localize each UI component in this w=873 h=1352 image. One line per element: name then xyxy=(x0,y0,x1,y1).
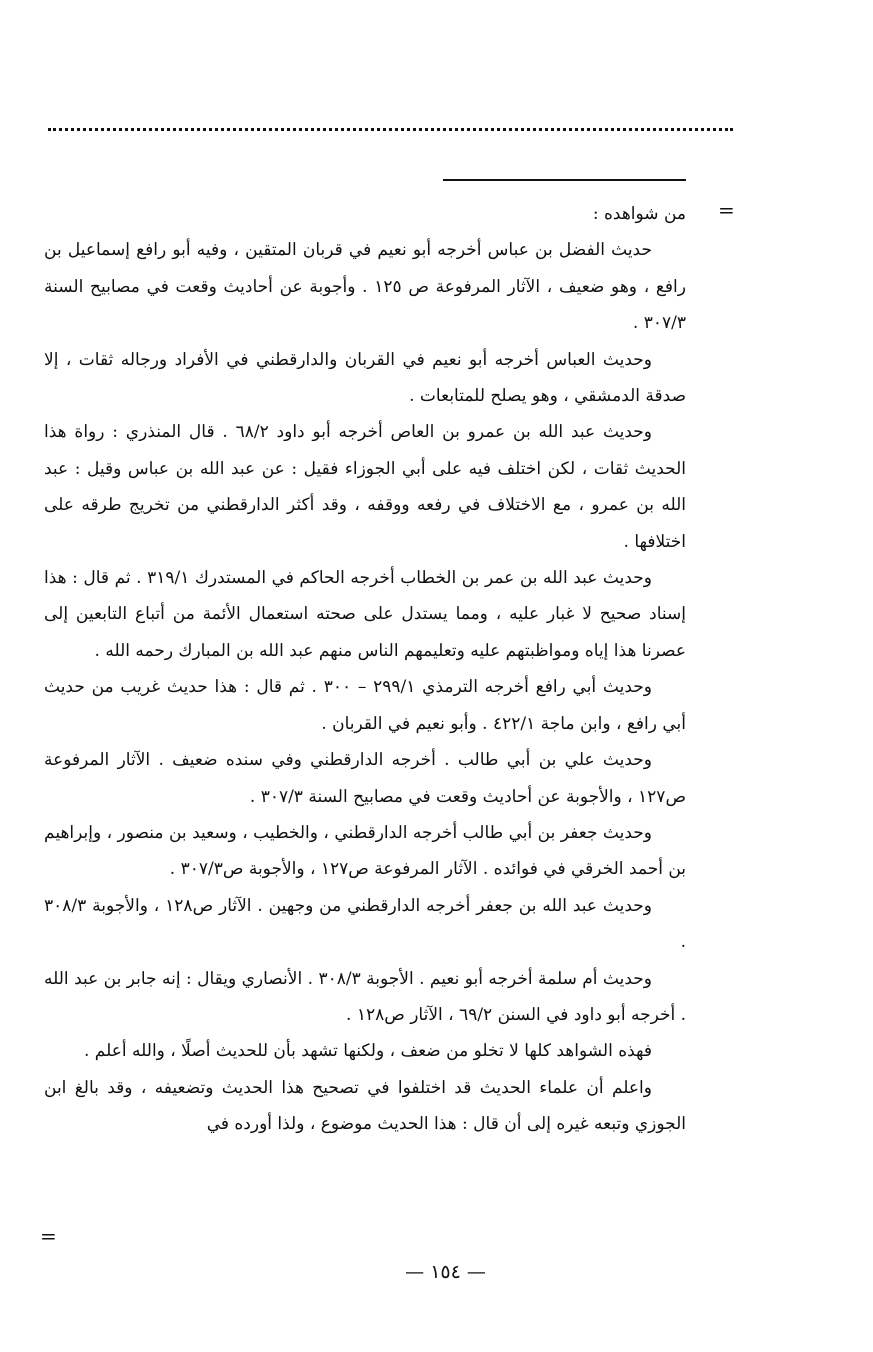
footnote-text xyxy=(44,196,686,1143)
paragraph-5: وحديث أبي رافع أخرجه الترمذي ٢٩٩/١ – ٣٠٠ . ثم قال : هذا حديث غريب من حديث أبي رافع ، وابن ماجة ٤٢٢/١ . وأبو نعيم في القربان . xyxy=(44,677,686,734)
paragraph-4: وحديث عبد الله بن عمر بن الخطاب أخرجه الحاكم في المستدرك ٣١٩/١ . ثم قال : هذا إسناد صحيح لا غبار عليه ، ومما يستدل على صحته استعمال الأئمة من أتباع التابعين إلى عصرنا هذا إياه ومواظبتهم عليه وتعليمهم الناس منهم عبد الله بن المبارك رحمه الله . xyxy=(44,568,686,661)
continuation-mark-bottom: = xyxy=(40,1224,57,1248)
paragraph-11: واعلم أن علماء الحديث قد اختلفوا في تصحيح هذا الحديث وتضعيفه ، وقد بالغ ابن الجوزي وتبعه غيره إلى أن قال : هذا الحديث موضوع ، ولذا أورده في xyxy=(44,1077,686,1135)
paragraph-6: وحديث علي بن أبي طالب . أخرجه الدارقطني وفي سنده ضعيف . الآثار المرفوعة ص١٢٧ ، والأجوبة عن أحاديث وقعت في مصابيح السنة ٣٠٧/٣ . xyxy=(44,750,686,807)
paragraph-7: وحديث جعفر بن أبي طالب أخرجه الدارقطني ، والخطيب ، وسعيد بن منصور ، وإبراهيم بن أحمد الخرقي في فوائده . الآثار المرفوعة ص١٢٧ ، والأجوبة ص٣٠٧/٣ . xyxy=(44,822,686,880)
paragraph-8: وحديث عبد الله بن جعفر أخرجه الدارقطني من وجهين . الآثار ص١٢٨ ، والأجوبة ٣٠٨/٣ . xyxy=(44,895,686,953)
dotted-separator-rule xyxy=(48,128,733,131)
paragraph-2: وحديث العباس أخرجه أبو نعيم في القربان والدارقطني في الأفراد ورجاله ثقات ، إلا صدقة الدمشقي ، وهو يصلح للمتابعات . xyxy=(44,349,686,407)
paragraph-9: وحديث أم سلمة أخرجه أبو نعيم . الأجوبة ٣٠٨/٣ . الأنصاري ويقال : إنه جابر بن عبد الله . أخرجه أبو داود في السنن ٦٩/٢ ، الآثار ص١٢٨ . xyxy=(44,968,686,1025)
paragraph-1: حديث الفضل بن عباس أخرجه أبو نعيم في قربان المتقين ، وفيه أبو رافع إسماعيل بن رافع ، وهو ضعيف ، الآثار المرفوعة ص ١٢٥ . وأجوبة عن أحاديث وقعت في مصابيح السنة ٣٠٧/٣ . xyxy=(44,240,686,334)
footnote-heading: من شواهده : xyxy=(592,204,686,224)
footnote-separator-rule xyxy=(443,179,686,181)
page-number: — ١٥٤ — xyxy=(405,1261,486,1283)
paragraph-10: فهذه الشواهد كلها لا تخلو من ضعف ، ولكنها تشهد بأن للحديث أصلًا ، والله أعلم . xyxy=(84,1041,652,1062)
continuation-mark-top: = xyxy=(718,198,735,222)
paragraph-3: وحديث عبد الله بن عمرو بن العاص أخرجه أبو داود ٦٨/٢ . قال المنذري : رواة هذا الحديث ثقات ، لكن اختلف فيه على أبي الجوزاء فقيل : عن عبد الله بن عباس وقيل : عبد الله بن عمرو ، مع الاختلاف في رفعه ووقفه ، وقد أكثر الدارقطني من تخريج طرقه على اختلافها . xyxy=(44,422,686,552)
